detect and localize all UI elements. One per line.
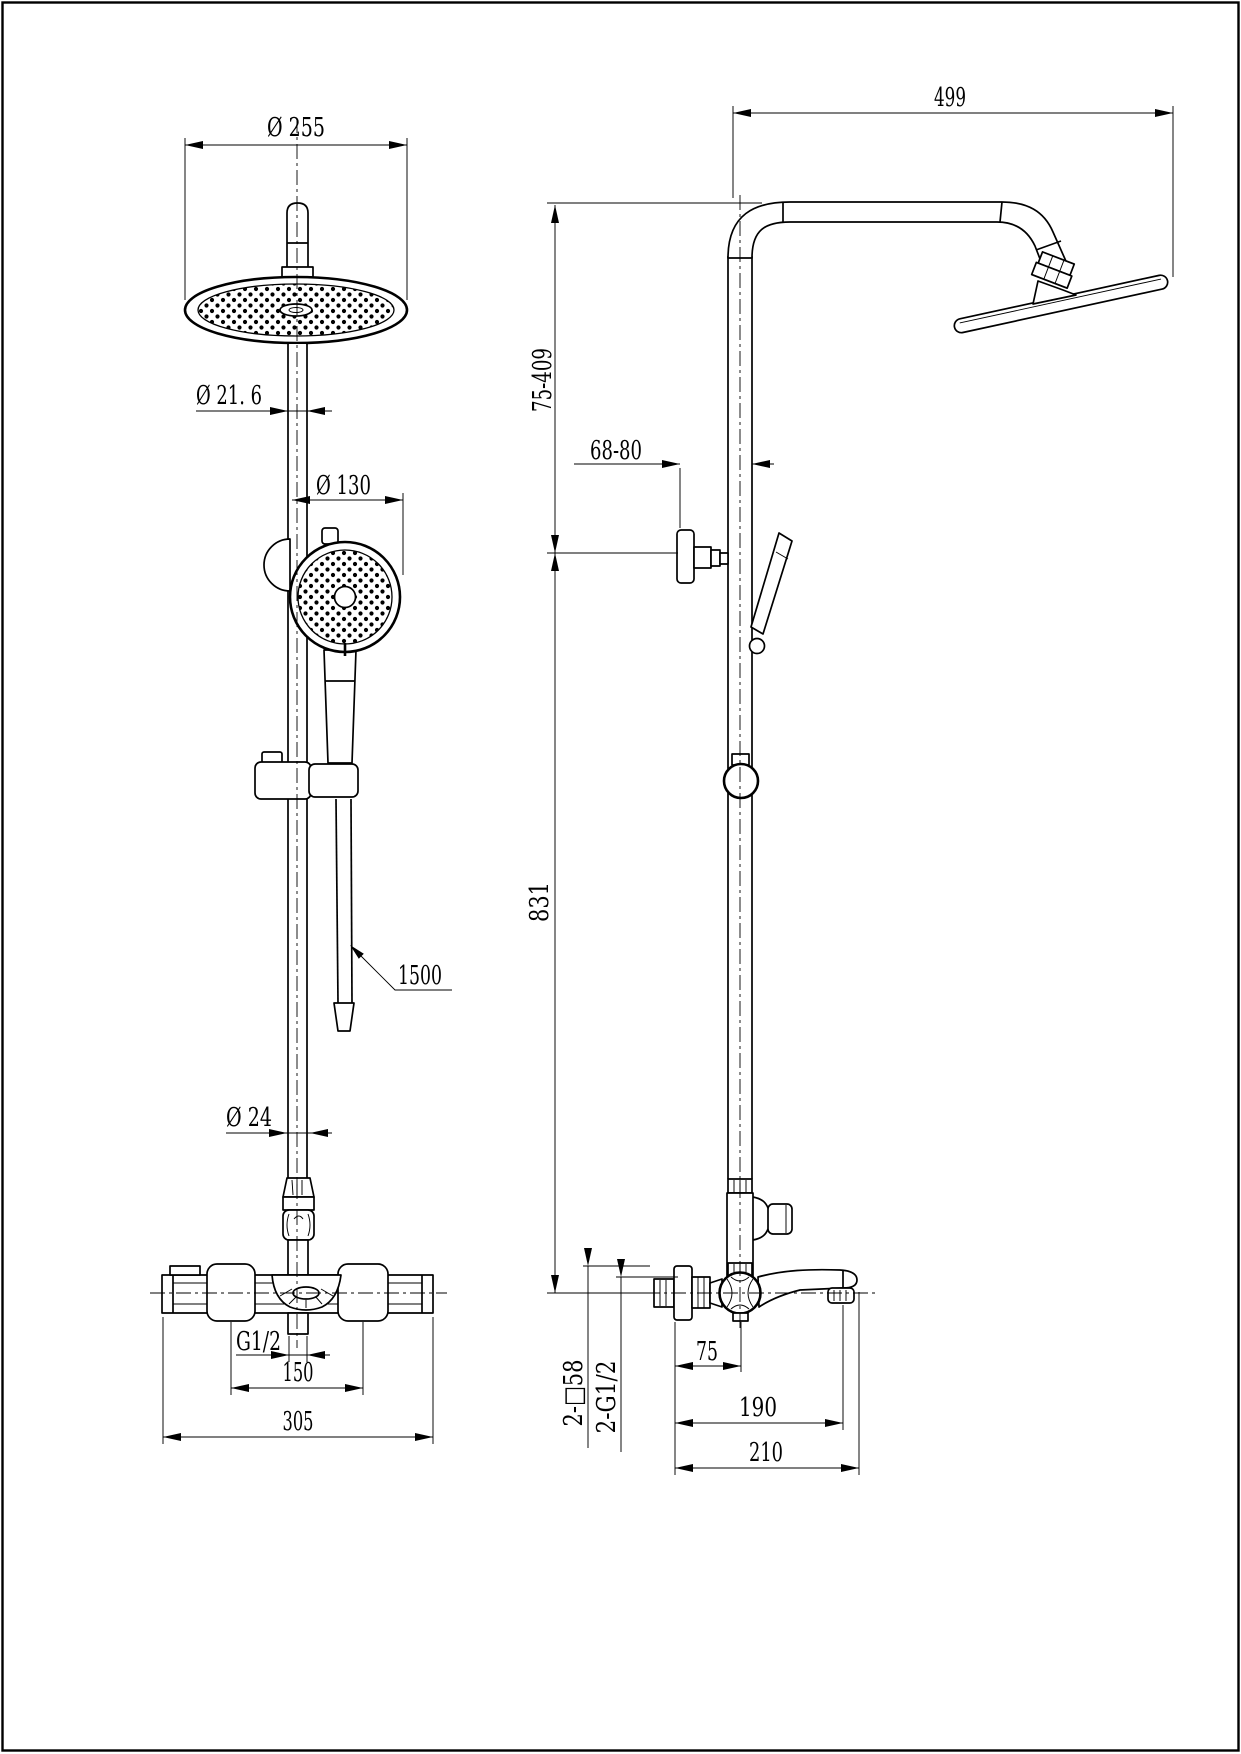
dim-head-height-range (528, 203, 762, 553)
dim-spout-reach (675, 1305, 843, 1430)
diverter-tee (727, 1179, 792, 1277)
wall-bracket (677, 530, 728, 583)
dim-wall-to-riser (675, 1322, 741, 1475)
dim-label-riser-lower-diameter: Ø 24 (226, 1103, 272, 1133)
dim-label-inlet-spacing: 150 (282, 1358, 314, 1388)
dim-overall-depth (675, 1292, 859, 1475)
overhead-shower-stem (282, 203, 313, 277)
thermostatic-valve-side (654, 1266, 857, 1321)
dim-label-inlet-thread: G1/2 (236, 1327, 281, 1357)
riser-pipe-front (288, 344, 307, 1178)
dim-label-hose-length: 1500 (398, 961, 442, 991)
side-view (654, 202, 1169, 1321)
hand-shower-handle (324, 650, 356, 763)
riser-lower-connector (283, 1178, 314, 1275)
dim-hose-length (350, 945, 452, 991)
dim-arm-reach (733, 83, 1173, 277)
dim-label-overall-depth: 210 (749, 1438, 783, 1468)
overhead-shower-head (185, 277, 407, 343)
shower-hose (334, 799, 354, 1031)
valve-handle-left (207, 1264, 255, 1321)
shower-arm (728, 202, 1069, 277)
dim-label-wall-to-riser: 75 (696, 1337, 718, 1367)
dim-label-spout-reach: 190 (739, 1393, 777, 1423)
dim-label-bracket-depth-range: 68-80 (590, 436, 642, 466)
dim-label-head-height-range: 75-409 (528, 320, 558, 412)
dim-label-hand-shower-diameter: Ø 130 (316, 471, 371, 501)
dim-label-escutcheons: 2-□58 (559, 1343, 589, 1427)
dim-label-arm-reach: 499 (934, 83, 966, 113)
dim-label-valve-width: 305 (282, 1407, 314, 1437)
hose-outlet-port (768, 1204, 792, 1234)
dim-inlet-thread (236, 1327, 330, 1362)
dim-label-inlet-connections: 2-G1/2 (592, 1345, 622, 1434)
dim-riser-lower-diameter (226, 1103, 332, 1137)
thermostatic-valve-front (162, 1264, 433, 1334)
dim-riser-upper-diameter (196, 381, 332, 415)
hand-shower-side (750, 533, 793, 654)
valve-handle-right (338, 1264, 388, 1321)
dim-label-head-diameter: Ø 255 (267, 113, 325, 143)
dim-label-riser-height: 831 (525, 872, 555, 922)
spout-aerator (828, 1288, 854, 1303)
dim-label-riser-upper-diameter: Ø 21. 6 (196, 381, 262, 411)
dim-riser-height (525, 553, 645, 1293)
front-view (162, 203, 433, 1334)
